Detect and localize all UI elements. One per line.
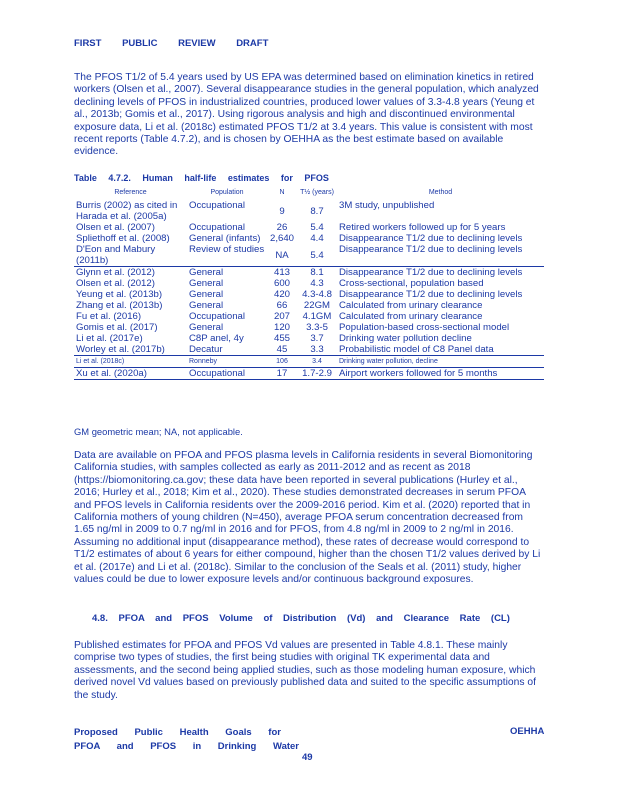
cell-n: 26 bbox=[276, 222, 288, 233]
cell-reference: Xu et al. (2020a) bbox=[74, 368, 187, 380]
cell-reference: Yeung et al. (2013b) bbox=[76, 289, 163, 300]
cell-reference: Olsen et al. (2012) bbox=[76, 278, 155, 289]
footer-agency: OEHHA bbox=[510, 726, 545, 737]
cell-method: Disappearance T1/2 due to declining levels bbox=[339, 233, 523, 244]
table-row bbox=[74, 200, 544, 222]
cell-n: 9 bbox=[279, 205, 285, 217]
cell-population: General (infants) bbox=[189, 233, 261, 244]
cell-n: 207 bbox=[273, 311, 290, 322]
table-row bbox=[74, 233, 544, 244]
header-reference: Reference bbox=[114, 189, 147, 196]
cell-population: Occupational bbox=[189, 200, 245, 211]
cell-population: Occupational bbox=[189, 222, 245, 233]
table-caption: Table 4.7.2. Human half-life estimates for PFOS bbox=[74, 173, 329, 183]
cell-method: Drinking water pollution, decline bbox=[337, 356, 544, 368]
table-row bbox=[74, 289, 544, 300]
cell-n: 2,640 bbox=[269, 233, 294, 244]
half-life-table bbox=[74, 186, 544, 380]
section-heading: 4.8. PFOA and PFOS Volume of Distribution (Vd) and Clearance Rate (CL) bbox=[92, 613, 510, 624]
table-row bbox=[74, 311, 544, 322]
cell-thalf: 22GM bbox=[303, 300, 331, 311]
cell-method: Retired workers followed up for 5 years bbox=[339, 222, 506, 233]
table-row bbox=[74, 222, 544, 233]
cell-thalf: 1.7-2.9 bbox=[297, 368, 337, 380]
paragraph-california-biomonitoring: Data are available on PFOA and PFOS plasma levels in California residents in several Biomonitoring California studies, with samples collected as early as 2011-2012 and as recent as 2018 (https://biomonitoring.ca.gov; these data have been reported in several publications (Hurley et al., 2016; Hurley et al., 2018; Kim et al., 2020). These studies demonstrated decreases in serum PFOA and PFOS levels in California residents over the 2009-2016 period. Kim et al. (2020) reported that in California mothers of young children (N=450), average PFOA serum concentration decreased from 1.65 ng/ml in 2009 to 0.7 ng/ml in 2016 and for PFOS, from 4.8 ng/ml in 2009 to 2 ng/ml in 2016. Assuming no additional input (disappearance method), these rates of decrease would correspond to T1/2 estimates of about 6 years for either compound, higher than the chosen T1/2 values derived by Li et al. (2017e) and Li et al. (2018c). Similar to the conclusion of the Seals et al. (2011) study, higher values could be due to lower exposure levels and/or continuous background exposures. bbox=[74, 450, 541, 586]
header-thalf: T½ (years) bbox=[300, 189, 334, 196]
cell-method: Disappearance T1/2 due to declining levels bbox=[339, 244, 523, 255]
draft-header: FIRST PUBLIC REVIEW DRAFT bbox=[74, 38, 269, 49]
cell-reference: Fu et al. (2016) bbox=[76, 311, 142, 322]
cell-thalf: 4.4 bbox=[310, 233, 324, 244]
cell-method: Population-based cross-sectional model bbox=[339, 322, 510, 333]
cell-population: General bbox=[189, 278, 224, 289]
cell-population: General bbox=[187, 267, 267, 279]
cell-method: Calculated from urinary clearance bbox=[339, 300, 483, 311]
cell-reference: Burris (2002) as cited in Harada et al. (2005a) bbox=[76, 200, 178, 222]
cell-n: NA bbox=[275, 249, 289, 261]
table-row bbox=[74, 322, 544, 333]
cell-population: Occupational bbox=[189, 311, 245, 322]
cell-population: General bbox=[189, 289, 224, 300]
cell-reference: Li et al. (2018c) bbox=[74, 356, 187, 368]
cell-n: 413 bbox=[267, 267, 297, 279]
cell-method: Cross-sectional, population based bbox=[339, 278, 484, 289]
cell-method: 3M study, unpublished bbox=[339, 200, 435, 211]
table-row bbox=[74, 244, 544, 267]
cell-thalf: 4.3 bbox=[310, 278, 324, 289]
cell-thalf: 3.3-5 bbox=[306, 322, 328, 333]
header-method: Method bbox=[428, 189, 453, 196]
footer-line-2: PFOA and PFOS in Drinking Water bbox=[74, 741, 300, 752]
cell-thalf: 8.1 bbox=[297, 267, 337, 279]
paragraph-pfos-half-life: The PFOS T1/2 of 5.4 years used by US EPA was determined based on elimination kinetics in retired workers (Olsen et al., 2007). Several disappearance studies in the general population, which analyzed declining levels of PFOS in industrialized countries, produced lower values of 3.3-4.8 years (Yeung et al., 2013b; Gomis et al., 2017). Using rigorous analysis and high and discontinued environmental exposure data, Li et al. (2018c) estimated PFOS T1/2 at 3.4 years. This value is consistent with most recent reports (Table 4.7.2), and is chosen by OEHHA as the best estimate based on available evidence. bbox=[74, 72, 539, 158]
cell-method: Airport workers followed for 5 months bbox=[337, 368, 544, 380]
cell-reference: Glynn et al. (2012) bbox=[74, 267, 187, 279]
table-footnote: GM geometric mean; NA, not applicable. bbox=[74, 426, 243, 437]
cell-population: Ronneby bbox=[187, 356, 267, 368]
cell-n: 45 bbox=[276, 344, 288, 355]
cell-population: C8P anel, 4y bbox=[189, 333, 244, 344]
table-row bbox=[74, 300, 544, 311]
cell-method: Disappearance T1/2 due to declining levels bbox=[337, 267, 544, 279]
cell-reference: Zhang et al. (2013b) bbox=[76, 300, 163, 311]
cell-thalf: 8.7 bbox=[310, 205, 324, 217]
cell-n: 455 bbox=[273, 333, 290, 344]
cell-population: Decatur bbox=[189, 344, 223, 355]
cell-reference: Worley et al. (2017b) bbox=[76, 344, 165, 355]
footer-title bbox=[74, 726, 299, 754]
cell-population: Review of studies bbox=[189, 244, 265, 255]
header-n: N bbox=[279, 189, 285, 196]
cell-population: Occupational bbox=[187, 368, 267, 380]
cell-n: 17 bbox=[267, 368, 297, 380]
cell-thalf: 4.3-4.8 bbox=[302, 289, 332, 300]
table-row bbox=[74, 278, 544, 289]
header-population: Population bbox=[210, 189, 244, 196]
cell-reference: Gomis et al. (2017) bbox=[76, 322, 158, 333]
cell-method: Probabilistic model of C8 Panel data bbox=[339, 344, 494, 355]
cell-population: General bbox=[189, 300, 224, 311]
cell-method: Drinking water pollution decline bbox=[339, 333, 472, 344]
cell-thalf: 5.4 bbox=[310, 222, 324, 233]
page-number: 49 bbox=[302, 752, 313, 763]
cell-thalf: 3.3 bbox=[310, 344, 324, 355]
table-row bbox=[74, 344, 544, 356]
footer-line-1: Proposed Public Health Goals for bbox=[74, 727, 281, 738]
cell-method: Calculated from urinary clearance bbox=[339, 311, 483, 322]
cell-n: 106 bbox=[267, 356, 297, 368]
cell-n: 600 bbox=[273, 278, 290, 289]
table-row bbox=[74, 368, 544, 380]
cell-thalf: 3.4 bbox=[297, 356, 337, 368]
table-row bbox=[74, 356, 544, 368]
table-row bbox=[74, 333, 544, 344]
paragraph-published-estimates: Published estimates for PFOA and PFOS Vd values are presented in Table 4.8.1. These mainly comprise two types of studies, the first being studies with original TK experimental data and assessments, and the second being applied studies, such as those modeling human exposure, which derived novel Vd values based on previously published data and suited to the specific assumptions of the study. bbox=[74, 640, 536, 701]
table-row bbox=[74, 267, 544, 279]
cell-reference: Li et al. (2017e) bbox=[76, 333, 143, 344]
cell-n: 66 bbox=[276, 300, 288, 311]
cell-thalf: 4.1GM bbox=[302, 311, 332, 322]
cell-population: General bbox=[189, 322, 224, 333]
cell-method: Disappearance T1/2 due to declining levels bbox=[339, 289, 523, 300]
cell-thalf: 5.4 bbox=[310, 249, 324, 261]
cell-reference: D'Eon and Mabury (2011b) bbox=[76, 244, 156, 266]
cell-n: 120 bbox=[273, 322, 290, 333]
cell-thalf: 3.7 bbox=[310, 333, 324, 344]
cell-reference: Olsen et al. (2007) bbox=[76, 222, 155, 233]
cell-n: 420 bbox=[273, 289, 290, 300]
cell-reference: Spliethoff et al. (2008) bbox=[76, 233, 170, 244]
